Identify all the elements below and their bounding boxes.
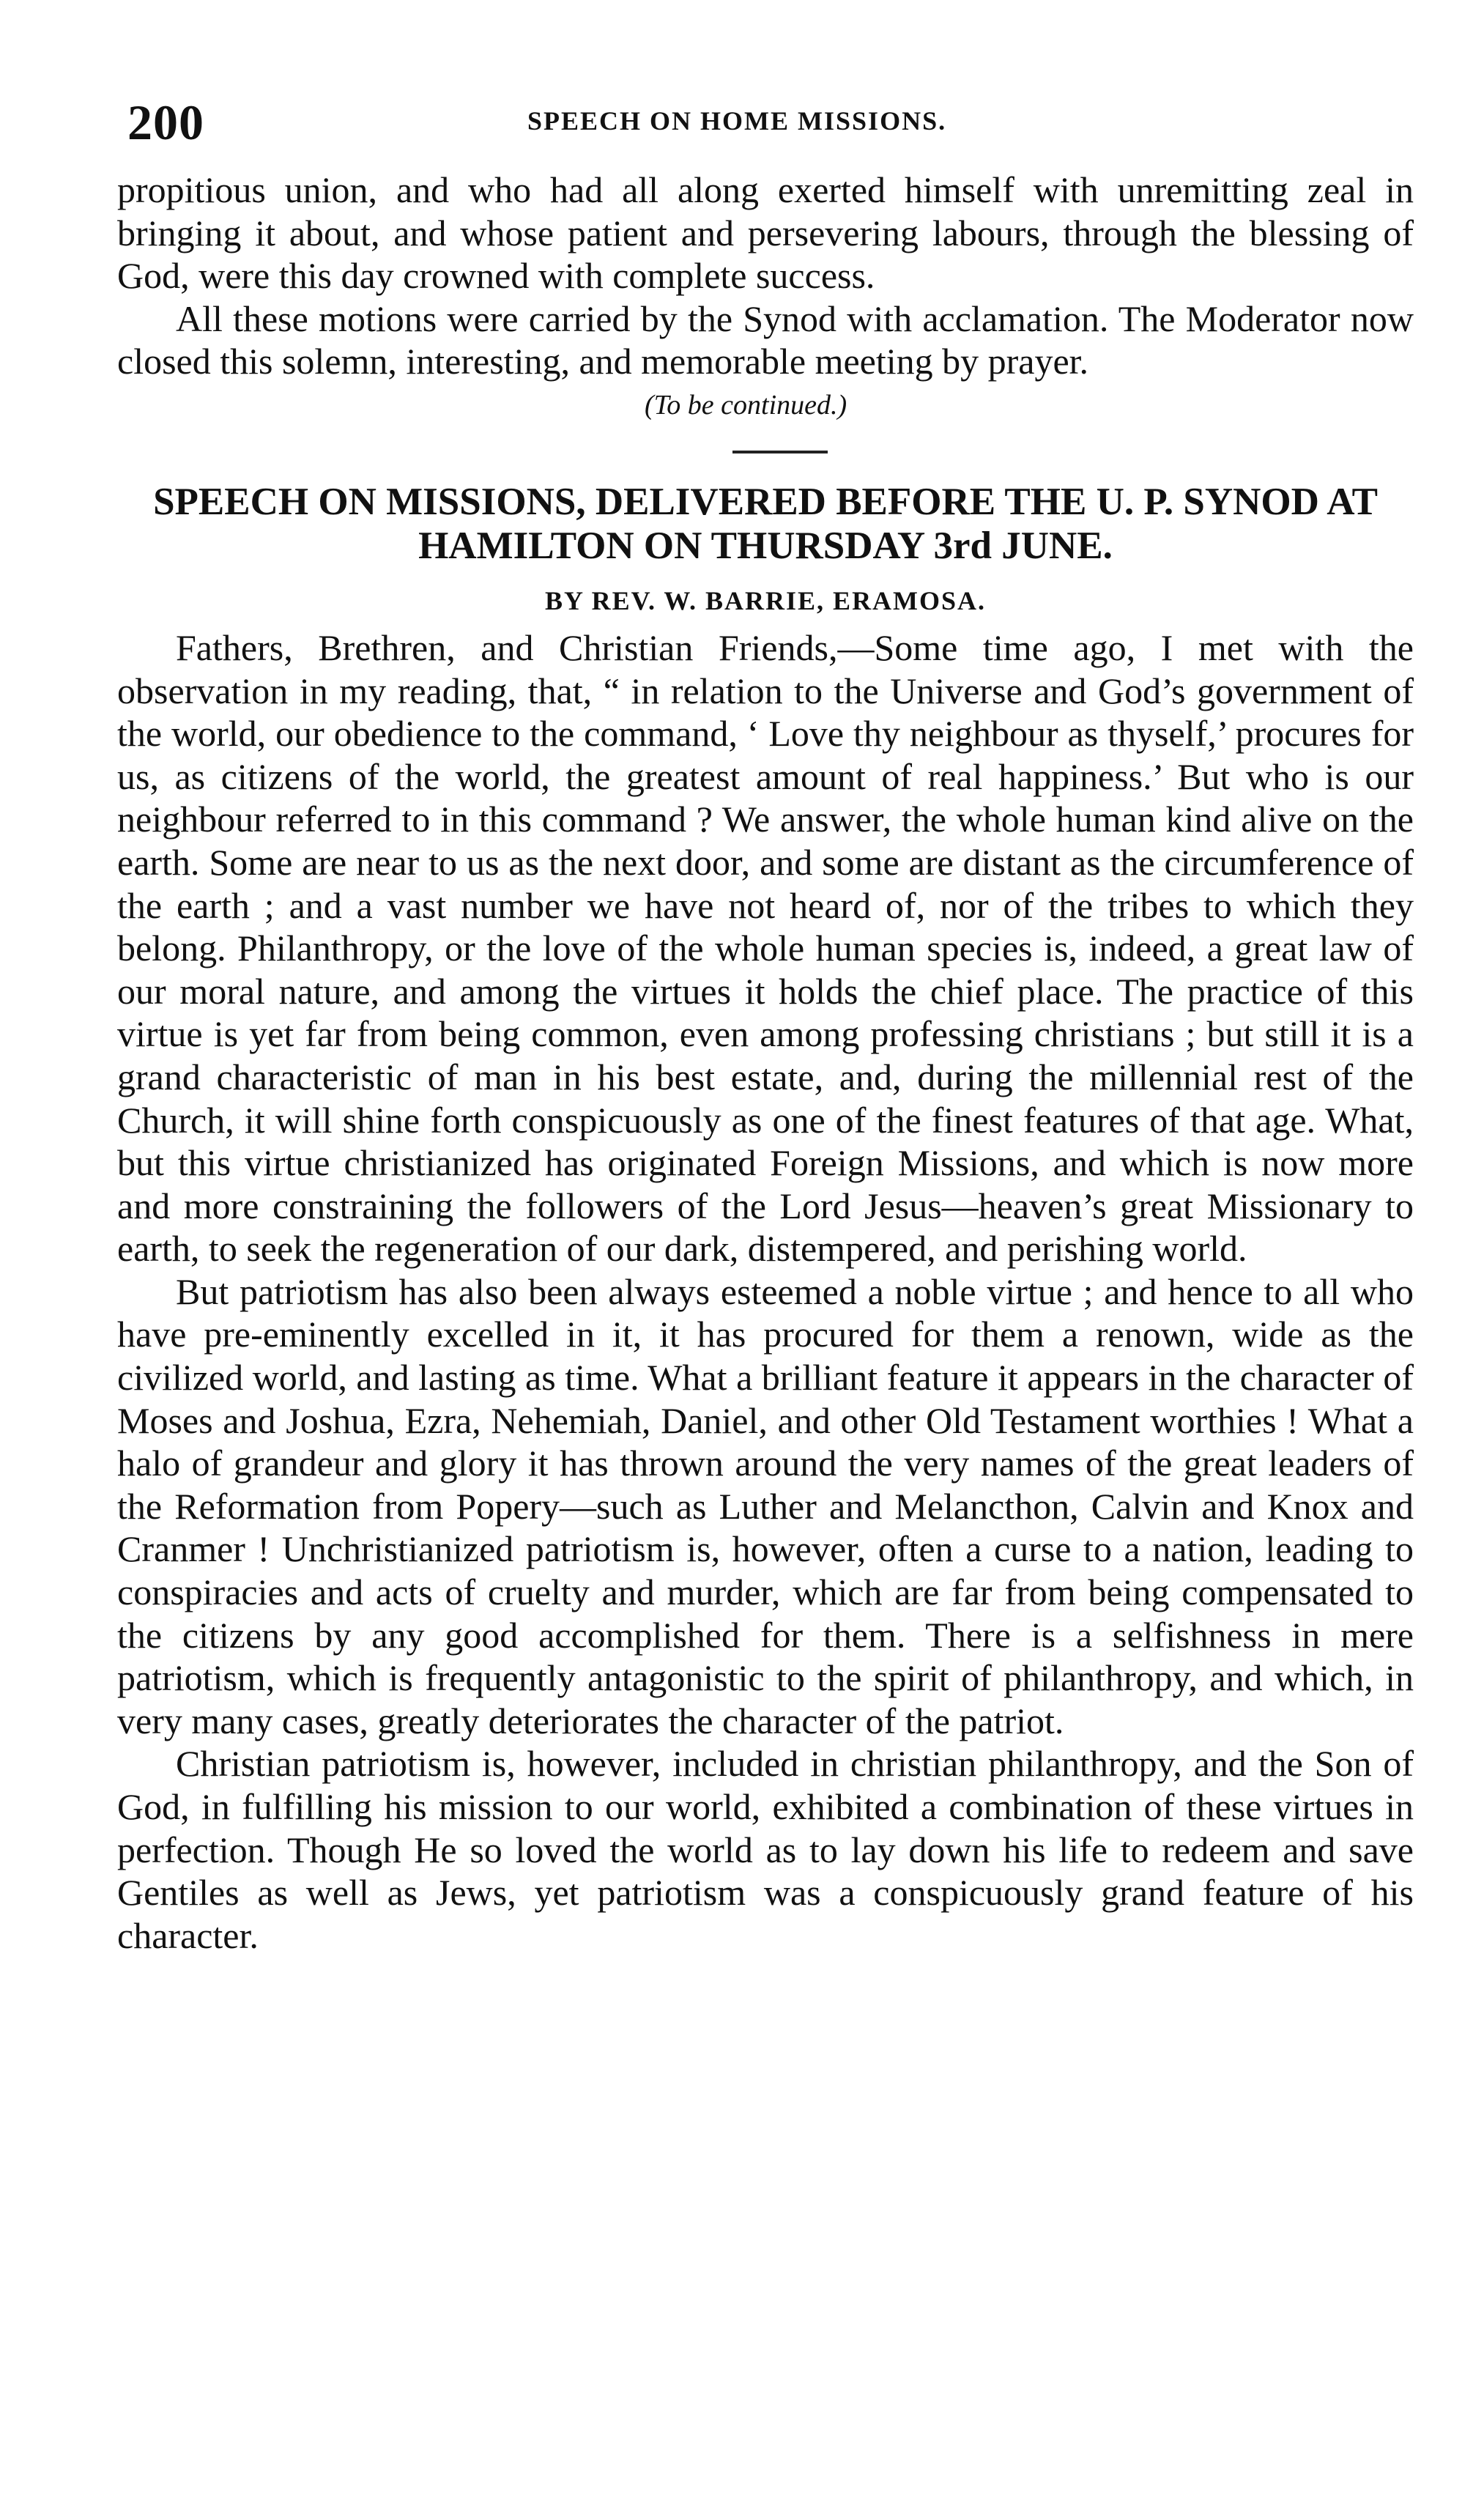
running-title: SPEECH ON HOME MISSIONS. (527, 106, 947, 136)
article-title: SPEECH ON MISSIONS, DELIVERED BEFORE THE U. P. SYNOD AT HAMILTON ON THURSDAY 3rd JUNE. (153, 480, 1378, 567)
previous-article-ending (117, 169, 1414, 423)
section-divider (732, 451, 828, 453)
continued-note: (To be continued.) (645, 389, 847, 421)
body-paragraph: But patriotism has also been always esteemed a noble virtue ; and hence to all who have pre-eminently excelled in it, it has procured for them a renown, wide as the civilized world, and lasting as time. What a brilliant feature it appears in the character of Moses and Joshua, Ezra, Nehemiah, Daniel, and other Old Testament worthies ! What a halo of grandeur and glory it has thrown around the very names of the great leaders of the Reformation from Popery—such as Luther and Melancthon, Calvin and Knox and Cranmer ! Unchristianized patriotism is, however, often a curse to a nation, leading to conspiracies and acts of cruelty and murder, which are far from being compensated to the citizens by any good accomplished for them. There is a selfishness in mere patriotism, which is frequently antagonistic to the spirit of philanthropy, and which, in very many cases, greatly deteriorates the character of the patriot. (117, 1270, 1414, 1741)
body-paragraph: All these motions were carried by the Synod with acclamation. The Moderator now closed this solemn, interesting, and memorable meeting by prayer. (117, 297, 1414, 382)
page (117, 88, 1414, 1957)
body-paragraph: Fathers, Brethren, and Christian Friends,—Some time ago, I met with the observation in my reading, that, “ in relation to the Universe and God’s government of the world, our obedience to the command, ‘ Love thy neighbour as thyself,’ procures for us, as citizens of the world, the greatest amount of real happiness.’ But who is our neighbour referred to in this command ? We answer, the whole human kind alive on the earth. Some are near to us as the next door, and some are distant as the circumference of the earth ; and a vast number we have not heard of, nor of the tribes to which they belong. Philanthropy, or the love of the whole human species is, indeed, a great law of our moral nature, and among the virtues it holds the chief place. The practice of this virtue is yet far from being common, even among professing christians ; but still it is a grand characteristic of man in his best estate, and, during the millennial rest of the Church, it will shine forth conspicuously as one of the finest features of that age. What, but this virtue christianized has originated Foreign Missions, and which is now more and more constraining the followers of the Lord Jesus—heaven’s great Missionary to earth, to seek the regeneration of our dark, distempered, and perishing world. (117, 626, 1414, 1270)
page-number: 200 (127, 95, 204, 150)
article (117, 480, 1414, 1957)
running-head (117, 88, 1414, 169)
article-byline: BY REV. W. BARRIE, ERAMOSA. (544, 585, 987, 615)
body-paragraph: propitious union, and who had all along exerted himself with unremitting zeal in bringing it about, and whose patient and persevering labours, through the blessing of God, were this day crowned with complete success. (117, 169, 1414, 297)
body-paragraph: Christian patriotism is, however, included in christian philanthropy, and the Son of God, in fulfilling his mission to our world, exhibited a combination of these virtues in perfection. Though He so loved the world as to lay down his life to redeem and save Gentiles as well as Jews, yet patriotism was a conspicuously grand feature of his character. (117, 1743, 1414, 1956)
